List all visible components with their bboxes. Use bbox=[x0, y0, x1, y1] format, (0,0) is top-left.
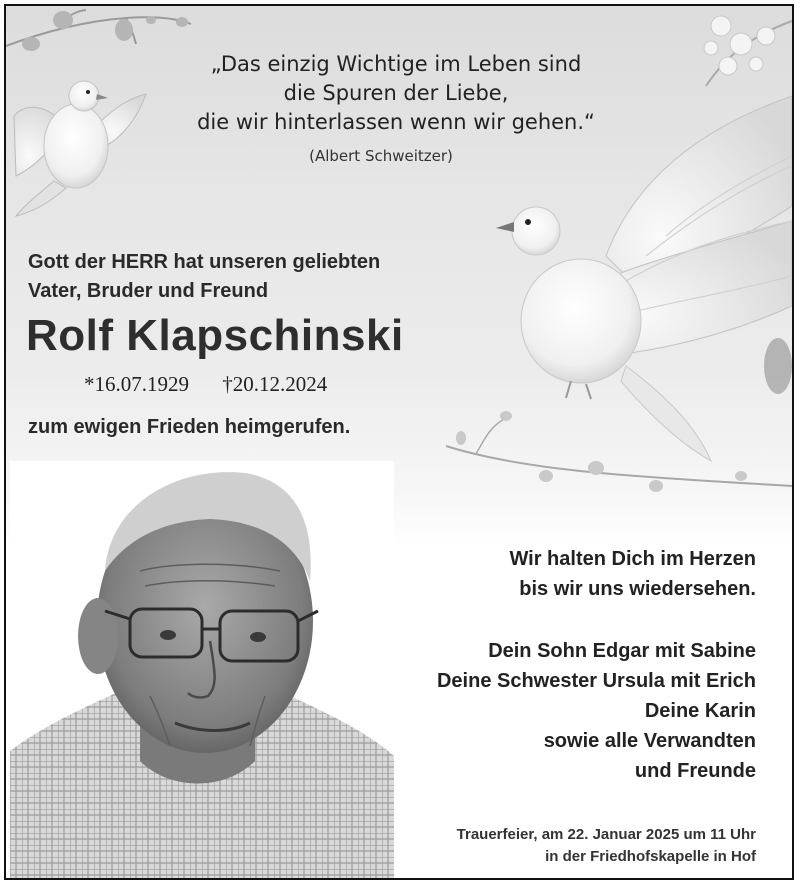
intro-line: Vater, Bruder und Freund bbox=[28, 280, 269, 302]
death-date: †20.12.2024 bbox=[222, 372, 328, 396]
life-dates bbox=[84, 372, 504, 397]
ceremony-line: in der Friedhofskapelle in Hof bbox=[545, 848, 756, 865]
mourner: und Freunde bbox=[634, 760, 756, 782]
quote bbox=[126, 50, 666, 137]
closing-text: zum ewigen Frieden heimgerufen. bbox=[28, 416, 351, 438]
intro-line: Gott der HERR hat unseren geliebten bbox=[28, 251, 381, 273]
remembrance-line: Wir halten Dich im Herzen bbox=[509, 548, 756, 570]
ceremony-info bbox=[336, 824, 756, 868]
blossoms-top-right bbox=[704, 16, 792, 86]
deceased-name: Rolf Klapschinski bbox=[26, 311, 404, 360]
quote-line: die Spuren der Liebe, bbox=[283, 81, 509, 105]
mourners-list bbox=[336, 636, 756, 786]
obituary-frame bbox=[4, 4, 794, 880]
quote-line: „Das einzig Wichtige im Leben sind bbox=[210, 52, 582, 76]
birth-date: *16.07.1929 bbox=[84, 372, 189, 396]
mourner: Deine Schwester Ursula mit Erich bbox=[436, 670, 756, 692]
remembrance-text bbox=[336, 544, 756, 604]
mourner: Deine Karin bbox=[644, 700, 756, 722]
remembrance-line: bis wir uns wiedersehen. bbox=[519, 578, 756, 600]
intro-text bbox=[28, 248, 498, 306]
mourner: Dein Sohn Edgar mit Sabine bbox=[488, 640, 756, 662]
ceremony-line: Trauerfeier, am 22. Januar 2025 um 11 Uhr bbox=[456, 826, 756, 843]
mourner: sowie alle Verwandten bbox=[543, 730, 756, 752]
quote-author: (Albert Schweitzer) bbox=[309, 147, 453, 165]
quote-line: die wir hinterlassen wenn wir gehen.“ bbox=[197, 110, 595, 134]
